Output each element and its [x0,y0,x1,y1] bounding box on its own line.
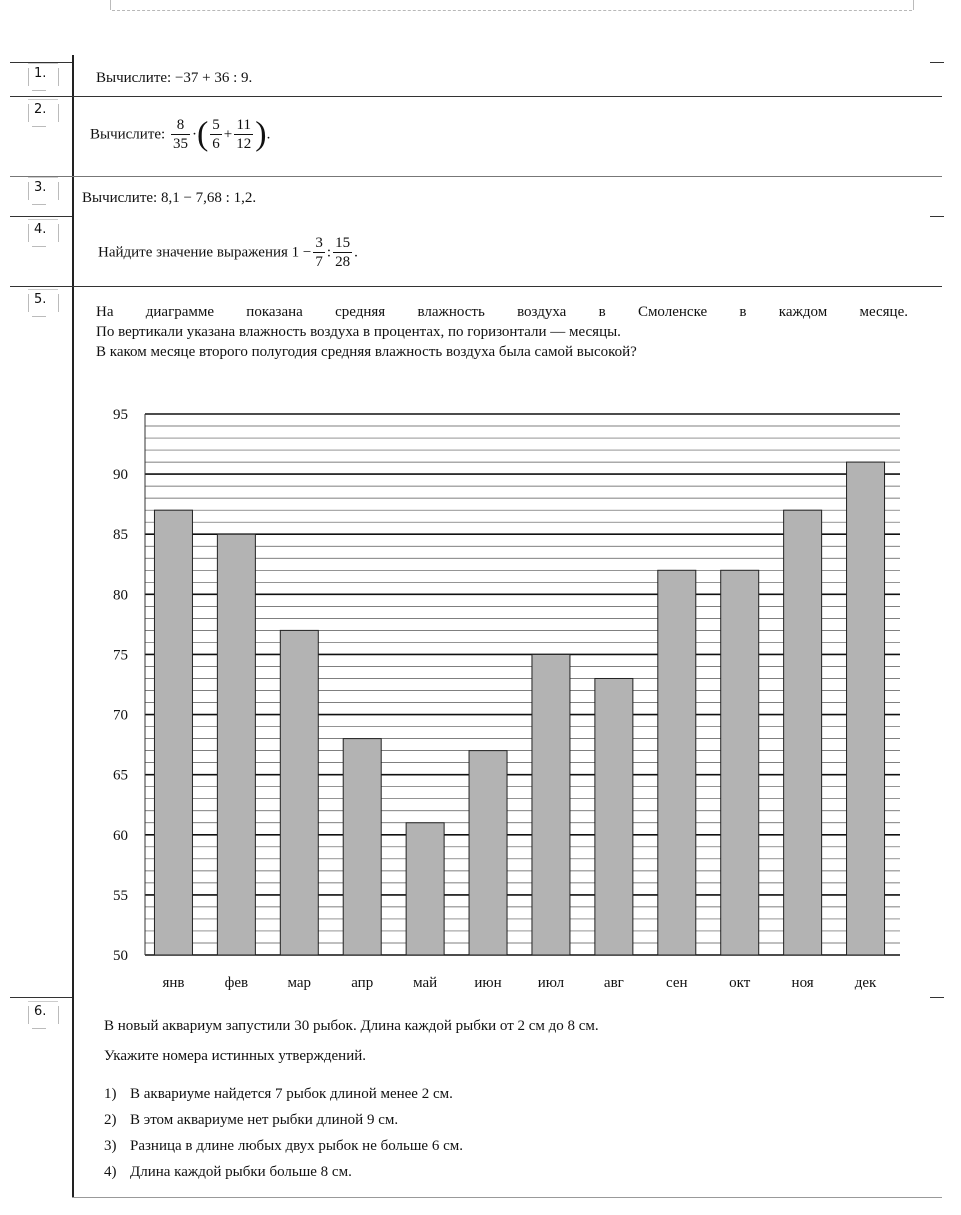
x-tick-label: дек [854,975,877,991]
x-tick-label: мар [287,975,312,991]
answer-option: 4) Длина каждой рыбки больше 8 см. [104,1164,352,1180]
bar-мар [280,630,318,955]
task-6-instruction [104,1046,916,1066]
task-text-line: На диаграмме показана средняя влажность воздуха в Смоленске в каждом месяце. [96,304,908,320]
y-tick-label: 85 [113,527,128,544]
task-prompt: Вычислите: [96,70,172,86]
fraction: $\frac{3}{7}$ [315,235,323,270]
x-tick-label: окт [729,975,751,991]
math-expression: 8,1 − 7,68 : 1,2. [160,190,257,206]
task-prompt: Найдите значение выражения [98,244,288,261]
x-tick-label: янв [162,975,185,991]
bar-июн [469,751,507,955]
task-number: 4. [34,222,47,237]
answer-option: 3) Разница в длине любых двух рыбок не больше 6 см. [104,1138,463,1154]
answer-option: 1) В аквариуме найдется 7 рыбок длиной менее 2 см. [104,1086,453,1102]
x-tick-label: апр [351,975,374,991]
answer-option: 2) В этом аквариуме нет рыбки длиной 9 см. [104,1112,399,1128]
bar-дек [847,462,885,955]
x-tick-label: июн [474,975,502,991]
x-tick-label: фев [224,975,249,991]
x-tick-label: авг [603,975,624,991]
bar-сен [658,570,696,955]
task-text-line: В новый аквариум запустили 30 рыбок. Длина каждой рыбки от 2 см до 8 см. [104,1018,599,1034]
y-tick-label: 65 [113,767,128,784]
task-text-line: По вертикали указана влажность воздуха в процентах, по горизонтали — месяцы. [96,324,621,340]
fraction: $\frac{11}{12}$ [236,117,252,152]
task-prompt: Вычислите: [82,190,158,206]
x-tick-label: июл [537,975,565,991]
task-number-badge [22,1004,66,1032]
task-4: Найдите значение выражения 1 − $\frac{3}{7}$ : $\frac{15}{28}$ . [98,235,358,270]
y-tick-label: 80 [113,587,128,604]
task-text-line: В каком месяце второго полугодия средняя влажность воздуха была самой высокой? [96,344,637,360]
task-prompt: Вычислите: [90,126,166,143]
task-number: 1. [34,66,47,81]
task-number: 5. [34,292,47,307]
y-tick-label: 55 [113,887,128,904]
y-tick-label: 95 [113,407,128,423]
task-number: 2. [34,102,47,117]
bar-ноя [784,510,822,955]
y-tick-label: 75 [113,647,128,664]
bar-фев [217,534,255,955]
fraction: $\frac{5}{6}$ [212,117,220,152]
x-tick-label: ноя [791,975,814,991]
task-6-text [104,1016,916,1036]
bar-май [406,823,444,955]
task-2: Вычислите: $\frac{8}{35}$ ·( $\frac{5}{6}$ + $\frac{11}{12}$ ). [90,115,271,153]
bar-янв [154,510,192,955]
bar-окт [721,570,759,955]
x-tick-label: сен [666,975,688,991]
task-number: 3. [34,180,47,195]
fraction: $\frac{15}{28}$ [335,235,351,270]
y-tick-label: 70 [113,707,128,724]
x-tick-label: май [413,975,438,991]
y-tick-label: 50 [113,948,128,964]
task-text-line: Укажите номера истинных утверждений. [104,1048,367,1064]
math-expression: −37 + 36 : 9. [174,70,253,86]
bar-авг [595,678,633,955]
task-number: 6. [34,1004,47,1019]
bar-апр [343,739,381,955]
bar-июл [532,654,570,955]
fraction: $\frac{8}{35}$ [172,117,188,152]
y-tick-label: 90 [113,467,128,484]
y-tick-label: 60 [113,827,128,844]
